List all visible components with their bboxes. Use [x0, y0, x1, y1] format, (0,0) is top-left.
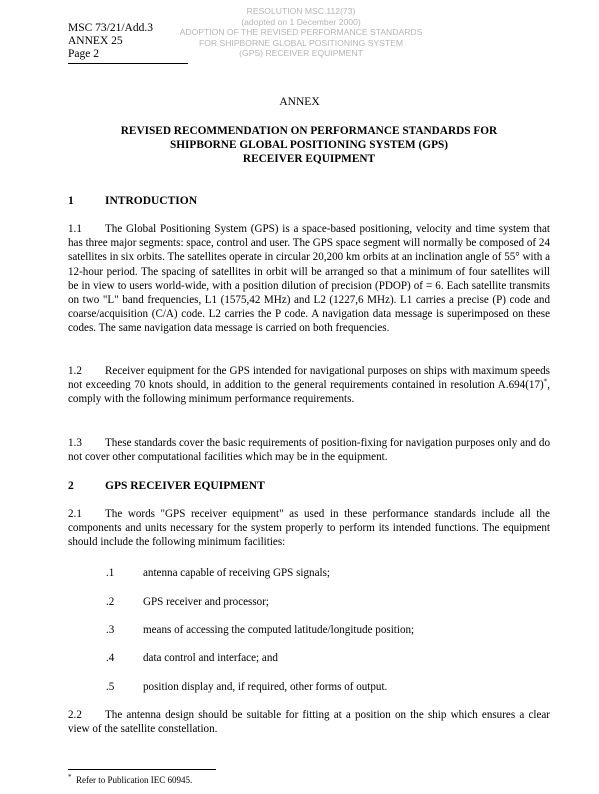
page-number: Page 2: [68, 48, 99, 60]
watermark-line: FOR SHIPBORNE GLOBAL POSITIONING SYSTEM: [198, 37, 404, 48]
paragraph-text: The antenna design should be suitable for fitting at a position on the ship which ensures a clear view of the satellite constellation.: [68, 709, 550, 736]
paragraph-number: 1.2: [68, 365, 82, 377]
facility-item: [106, 680, 387, 694]
item-number: .5: [106, 681, 115, 693]
watermark-line: (adopted on 1 December 2000): [241, 16, 361, 27]
paragraph-2-1: [68, 507, 550, 550]
annex-reference: ANNEX 25: [68, 35, 123, 47]
footnote-text: Refer to Publication IEC 60945.: [76, 775, 193, 785]
paragraph-text: , comply with the following minimum performance requirements.: [68, 379, 550, 406]
item-text: antenna capable of receiving GPS signals;: [143, 567, 330, 579]
document-title: [68, 124, 550, 166]
paragraph-1-2: [68, 364, 550, 407]
footnote: [68, 775, 192, 786]
footnote-mark: *: [68, 773, 72, 781]
section-number: 1: [68, 195, 74, 207]
item-number: .4: [106, 652, 115, 664]
watermark-line: (GPS) RECEIVER EQUIPMENT: [239, 48, 363, 59]
item-text: data control and interface; and: [143, 652, 278, 664]
section-number: 2: [68, 480, 74, 492]
annex-label: ANNEX: [279, 96, 320, 108]
paragraph-number: 1.1: [68, 223, 82, 235]
paragraph-number: 2.1: [68, 508, 82, 520]
section-title: INTRODUCTION: [105, 195, 198, 207]
title-line: REVISED RECOMMENDATION ON PERFORMANCE STANDARDS FOR: [120, 125, 498, 137]
paragraph-text: These standards cover the basic requirements of position-fixing for navigation purposes only and do not cover other computational facilities which may be in the equipment.: [68, 437, 550, 464]
item-text: means of accessing the computed latitude/longitude position;: [143, 624, 415, 636]
item-text: GPS receiver and processor;: [143, 596, 269, 608]
title-line: RECEIVER EQUIPMENT: [242, 153, 376, 165]
section-title: GPS RECEIVER EQUIPMENT: [105, 480, 265, 492]
paragraph-text: The words "GPS receiver equipment" as used in these performance standards include all the components and units necessary for the system properly to perform its intended functions. The equipment should include the following minimum facilities:: [68, 508, 550, 549]
facility-item: [106, 566, 330, 580]
paragraph-number: 1.3: [68, 437, 82, 449]
page-header: [68, 22, 153, 61]
paragraph-1-3: [68, 436, 550, 464]
facility-item: [106, 623, 414, 637]
section-heading-introduction: [68, 195, 197, 207]
paragraph-1-1: [68, 222, 550, 336]
paragraph-2-2: [68, 708, 550, 736]
paragraph-number: 2.2: [68, 709, 82, 721]
facility-item: [106, 651, 278, 665]
doc-reference: MSC 73/21/Add.3: [68, 22, 153, 34]
footnote-divider: [68, 769, 216, 770]
section-heading-gps-receiver-equipment: [68, 480, 265, 492]
watermark-line: RESOLUTION MSC.112(73): [246, 6, 356, 16]
watermark-line: ADOPTION OF THE REVISED PERFORMANCE STANDARDS: [179, 27, 423, 38]
resolution-watermark: [165, 6, 437, 59]
item-number: .3: [106, 624, 115, 636]
item-number: .2: [106, 596, 115, 608]
paragraph-text: The Global Positioning System (GPS) is a space-based positioning, velocity and time system that has three major segments: space, control and user. The GPS space segment will normally be composed of 24 satellites in six orbits. The satellites operate in circular 20,200 km orbits at an inclination angle of 55° with a 12-hour period. The spacing of satellites in orbit will be arranged so that a minimum of four satellites will be in view to users world-wide, with a position dilution of precision (PDOP) of = 6. Each satellite transmits on two "L" band frequencies, L1 (1575,42 MHz) and L2 (1227,6 MHz). L1 carries a precise (P) code and coarse/acquisition (C/A) code. L2 carries the P code. A navigation data message is superimposed on these codes. The same navigation data message is carried on both frequencies.: [68, 223, 550, 335]
title-line: SHIPBORNE GLOBAL POSITIONING SYSTEM (GPS): [169, 139, 449, 151]
paragraph-text: Receiver equipment for the GPS intended for navigational purposes on ships with maximum speeds not exceeding 70 knots should, in addition to the general requirements contained in resolution A.694(17): [68, 365, 550, 392]
facility-item: [106, 595, 269, 609]
item-number: .1: [106, 567, 115, 579]
footnote-marker: *: [543, 377, 548, 386]
header-divider: [68, 63, 188, 64]
item-text: position display and, if required, other forms of output.: [143, 681, 388, 693]
